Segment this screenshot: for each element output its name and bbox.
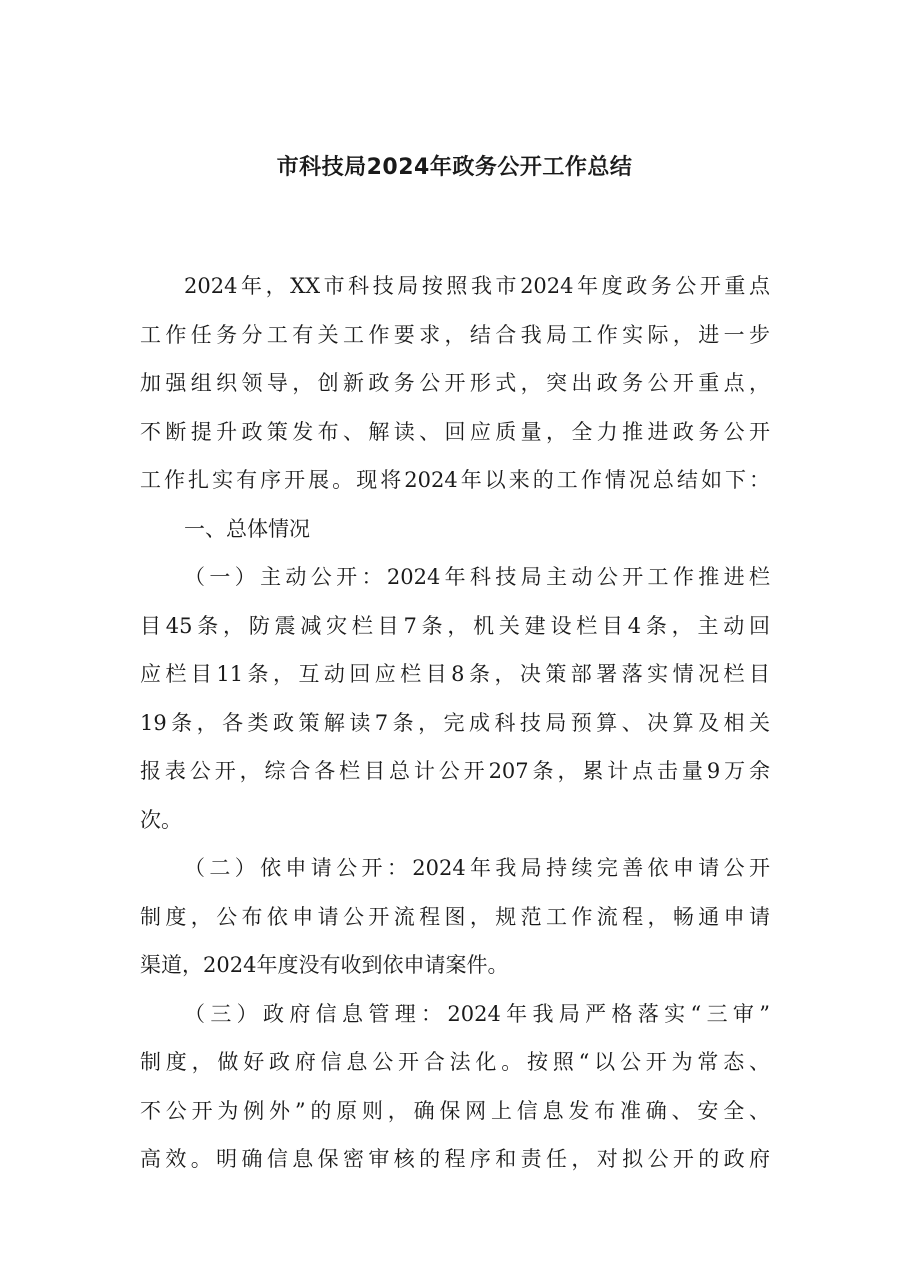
paragraph-line: 次。	[140, 807, 182, 832]
paragraph-line: 渠道，2024年度没有收到依申请案件。	[140, 953, 509, 977]
paragraph-line: 不公开为例外”的原则，确保网上信息发布准确、安全、	[140, 1098, 770, 1123]
paragraph-line: 19条，各类政策解读7条，完成科技局预算、决算及相关	[140, 710, 770, 735]
paragraph-line: 高效。明确信息保密审核的程序和责任，对拟公开的政府	[140, 1147, 770, 1171]
document-title: 市科技局2024年政务公开工作总结	[276, 155, 633, 180]
section-heading: 一、总体情况	[184, 516, 310, 541]
paragraph-line: （二）依申请公开：2024年我局持续完善依申请公开	[184, 856, 770, 880]
document-body	[140, 262, 770, 1184]
paragraph-line: 制度，做好政府信息公开合法化。按照“以公开为常态、	[140, 1050, 770, 1074]
paragraph-line: （一）主动公开：2024年科技局主动公开工作推进栏	[184, 565, 770, 589]
paragraph-line: 应栏目11条，互动回应栏目8条，决策部署落实情况栏目	[140, 662, 770, 686]
paragraph-line: 工作任务分工有关工作要求，结合我局工作实际，进一步	[140, 322, 770, 347]
paragraph-line: 报表公开，综合各栏目总计公开207条，累计点击量9万余	[140, 759, 770, 783]
paragraph-line: 加强组织领导，创新政务公开形式，突出政务公开重点，	[140, 371, 770, 395]
paragraph-line: 目45条，防震减灾栏目7条，机关建设栏目4条，主动回	[140, 613, 770, 638]
paragraph-line: （三）政府信息管理：2024年我局严格落实“三审”	[184, 1001, 770, 1026]
paragraph-line: 制度，公布依申请公开流程图，规范工作流程，畅通申请	[140, 904, 770, 929]
paragraph-line: 工作扎实有序开展。现将2024年以来的工作情况总结如下：	[140, 468, 770, 492]
paragraph-line: 2024年，XX市科技局按照我市2024年度政务公开重点	[184, 274, 770, 298]
paragraph-line: 不断提升政策发布、解读、回应质量，全力推进政务公开	[140, 419, 770, 444]
